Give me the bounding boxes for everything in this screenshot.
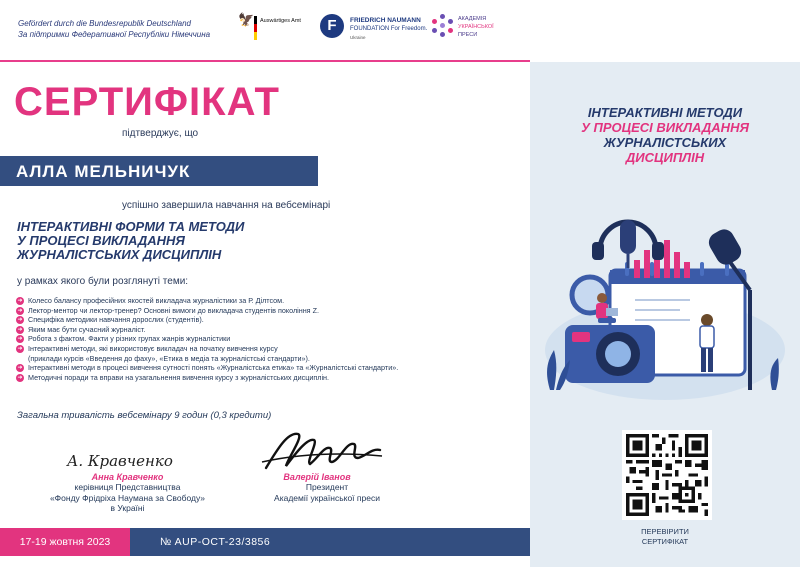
topic-item [16, 344, 526, 363]
signer-1-name: Анна Кравченко [91, 472, 164, 482]
topics-list [16, 296, 526, 382]
topics-intro: у рамках якого були розглянуті теми: [17, 276, 189, 287]
arrow-right-icon: ➜ [17, 298, 23, 304]
podcast-illustration [540, 200, 795, 400]
auswaertiges-amt-logo [238, 12, 301, 48]
signature-2-image [258, 428, 386, 472]
side-title-line: У ПРОЦЕСІ ВИКЛАДАННЯ [581, 120, 749, 135]
topic-text: Лектор-ментор чи лектор-тренер? Основні вимоги до викладача студентів покоління Z. [28, 305, 319, 315]
side-panel-title [530, 105, 800, 165]
signer-1-role: керівниця Представництва «Фонду Фрідріха Наумана за Свободу» в Україні [49, 482, 206, 513]
course-title-line: ЖУРНАЛІСТСЬКИХ ДИСЦИПЛІН [17, 247, 222, 262]
aup-dots-icon [432, 14, 454, 36]
topic-item [16, 325, 526, 335]
course-title-line: ІНТЕРАКТИВНІ ФОРМИ ТА МЕТОДИ [17, 219, 245, 234]
qr-code[interactable] [622, 430, 712, 520]
course-title [17, 220, 277, 262]
confirms-text: підтверджує, що [122, 128, 199, 139]
microphone-icon [592, 220, 664, 268]
auswaertiges-amt-text: Auswärtiges Amt [260, 18, 301, 24]
event-date: 17-19 жовтня 2023 [0, 528, 130, 556]
aup-logo [432, 14, 502, 48]
funding-note [18, 18, 210, 40]
verify-certificate-label: ПЕРЕВІРИТИ СЕРТИФІКАТ [641, 527, 689, 546]
side-title-line: ЖУРНАЛІСТСЬКИХ [603, 135, 727, 150]
topic-text: Інтерактивні методи в процесі вивчення сутності понять «Журналістська етика» та «Журналістські стандарти». [28, 363, 399, 373]
course-title-line: У ПРОЦЕСІ ВИКЛАДАННЯ [17, 233, 185, 248]
topic-item [16, 315, 526, 325]
arrow-right-icon: ➜ [17, 336, 23, 343]
aup-text-3: ПРЕСИ [458, 32, 478, 38]
topic-item [16, 363, 526, 373]
german-flag-icon [254, 16, 257, 40]
topic-text: Робота з фактом. Факти у різних групах жанрів журналістики [28, 334, 231, 344]
arrow-right-icon: ➜ [17, 365, 23, 372]
aup-text-2: УКРАЇНСЬКОЇ [458, 24, 494, 30]
arrow-right-icon: ➜ [17, 317, 23, 324]
signature-1-image [65, 448, 185, 472]
arrow-right-icon: ➜ [17, 374, 23, 381]
topic-item [16, 373, 526, 383]
side-title-line: ІНТЕРАКТИВНІ МЕТОДИ [587, 105, 743, 120]
fnf-mark-icon: F [320, 14, 344, 38]
fnf-text-2: FOUNDATION For Freedom. [350, 26, 428, 32]
topic-item [16, 334, 526, 344]
topic-text: Колесо балансу професійних якостей викладача журналістики за Р. Ділтсом. [28, 296, 285, 305]
certificate-number: № AUP-OCT-23/3856 [160, 536, 271, 548]
topic-text: Специфіка методики навчання дорослих (студентів). [28, 315, 204, 325]
side-title-line: ДИСЦИПЛІН [625, 150, 705, 165]
arrow-right-icon: ➜ [17, 326, 23, 333]
topic-text: Методичні поради та вправи на узагальнення вивчення курсу з журналістських дисциплін. [28, 372, 330, 382]
completed-text: успішно завершила навчання на вебсемінарі [122, 200, 331, 211]
certificate-title: СЕРТИФІКАТ [14, 80, 280, 124]
arrow-right-icon: ➜ [17, 345, 23, 352]
topic-item [16, 306, 526, 316]
header [0, 0, 800, 60]
header-divider [0, 60, 530, 62]
eagle-icon: 🦅 [238, 12, 255, 27]
recipient-name: АЛЛА МЕЛЬНИЧУК [16, 162, 191, 181]
arrow-right-icon: ➜ [17, 307, 23, 314]
topic-item [16, 296, 526, 306]
camera-icon [565, 325, 655, 383]
funding-line-de: Gefördert durch die Bundesrepublik Deutschland [18, 19, 191, 28]
funding-line-ua: За підтримки Федеративної Республіки Німеччина [18, 30, 211, 39]
aup-text-1: АКАДЕМІЯ [458, 16, 487, 22]
topic-text: Яким має бути сучасний журналіст. [28, 324, 146, 334]
fnf-text-3: Ukraine [350, 35, 366, 40]
signer-2-name: Валерій Іванов [283, 472, 351, 482]
fnf-logo [320, 14, 428, 48]
fnf-text-1: FRIEDRICH NAUMANN [350, 17, 421, 24]
signature-1-handwriting: А. Кравченко [67, 452, 173, 470]
signer-2-role: Президент Академії української преси [274, 482, 380, 503]
duration-text: Загальна тривалість вебсемінару 9 годин (0,3 кредити) [17, 410, 272, 421]
topic-text: Інтерактивні методи, які використовує викладач на початку вивчення курсу (приклади курсів «Введення до фаху», «Етика в медіа та журналістські стандарти»). [28, 343, 310, 363]
